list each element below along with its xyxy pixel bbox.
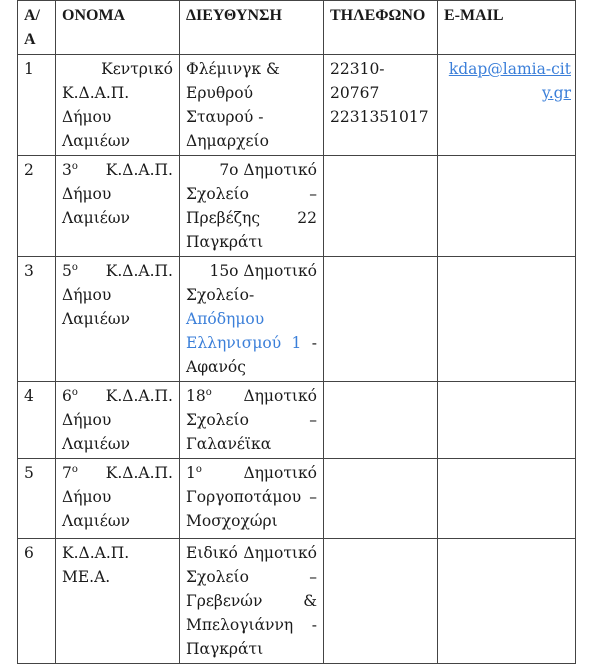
row-number: 1 xyxy=(18,55,56,156)
row-name: $7^o$ Κ.Δ.Α.Π. Δήμου Λαμιέων xyxy=(56,459,180,539)
row-address: $1^o$ Δημοτικό Γοργοποτάμου – Μοσχοχώρι xyxy=(180,459,324,539)
row-email xyxy=(438,539,576,664)
row-email xyxy=(438,156,576,257)
row-email xyxy=(438,257,576,382)
header-row xyxy=(18,1,576,55)
table-row xyxy=(18,55,576,156)
row-phone: 22310-20767 2231351017 xyxy=(324,55,438,156)
table-row xyxy=(18,459,576,539)
row-address: 15ο Δημοτικό Σχολείο- Απόδημου Ελληνισμού 1 - Αφανός xyxy=(180,257,324,382)
header-phone: ΤΗΛΕΦΩΝΟ xyxy=(324,1,438,55)
row-name: Κ.Δ.Α.Π. ΜΕ.Α. xyxy=(56,539,180,664)
row-phone xyxy=(324,459,438,539)
row-name: $6^o$ Κ.Δ.Α.Π. Δήμου Λαμιέων xyxy=(56,382,180,459)
row-address: Φλέμινγκ & Ερυθρού Σταυρού - Δημαρχείο xyxy=(180,55,324,156)
row-number: 5 xyxy=(18,459,56,539)
header-address: ΔΙΕΥΘΥΝΣΗ xyxy=(180,1,324,55)
table-row xyxy=(18,539,576,664)
row-email xyxy=(438,382,576,459)
table-row xyxy=(18,382,576,459)
header-email: E-MAIL xyxy=(438,1,576,55)
row-phone xyxy=(324,539,438,664)
table-row xyxy=(18,257,576,382)
row-address: 7ο Δημοτικό Σχολείο – Πρεβέζης 22 Παγκράτι xyxy=(180,156,324,257)
row-number: 3 xyxy=(18,257,56,382)
header-name: ΟΝΟΜΑ xyxy=(56,1,180,55)
row-address: Ειδικό Δημοτικό Σχολείο – Γρεβενών & Μπελογιάννη - Παγκράτι xyxy=(180,539,324,664)
row-name: $5^o$ Κ.Δ.Α.Π. Δήμου Λαμιέων xyxy=(56,257,180,382)
row-name: $3^o$ Κ.Δ.Α.Π. Δήμου Λαμιέων xyxy=(56,156,180,257)
row-phone xyxy=(324,156,438,257)
row-phone xyxy=(324,382,438,459)
row-phone xyxy=(324,257,438,382)
row-name: Κεντρικό Κ.Δ.Α.Π. Δήμου Λαμιέων xyxy=(56,55,180,156)
row-number: 6 xyxy=(18,539,56,664)
email-link[interactable]: kdap@lamia-city.gr xyxy=(448,60,571,102)
header-aa: Α/Α xyxy=(18,1,56,55)
row-number: 2 xyxy=(18,156,56,257)
kdap-table xyxy=(17,0,576,664)
row-email xyxy=(438,55,576,156)
address-link[interactable]: Απόδημου xyxy=(186,310,265,328)
table-row xyxy=(18,156,576,257)
row-address: $18^o$ Δημοτικό Σχολείο – Γαλανέϊκα xyxy=(180,382,324,459)
address-link[interactable]: Ελληνισμού 1 xyxy=(186,334,302,352)
row-number: 4 xyxy=(18,382,56,459)
row-email xyxy=(438,459,576,539)
